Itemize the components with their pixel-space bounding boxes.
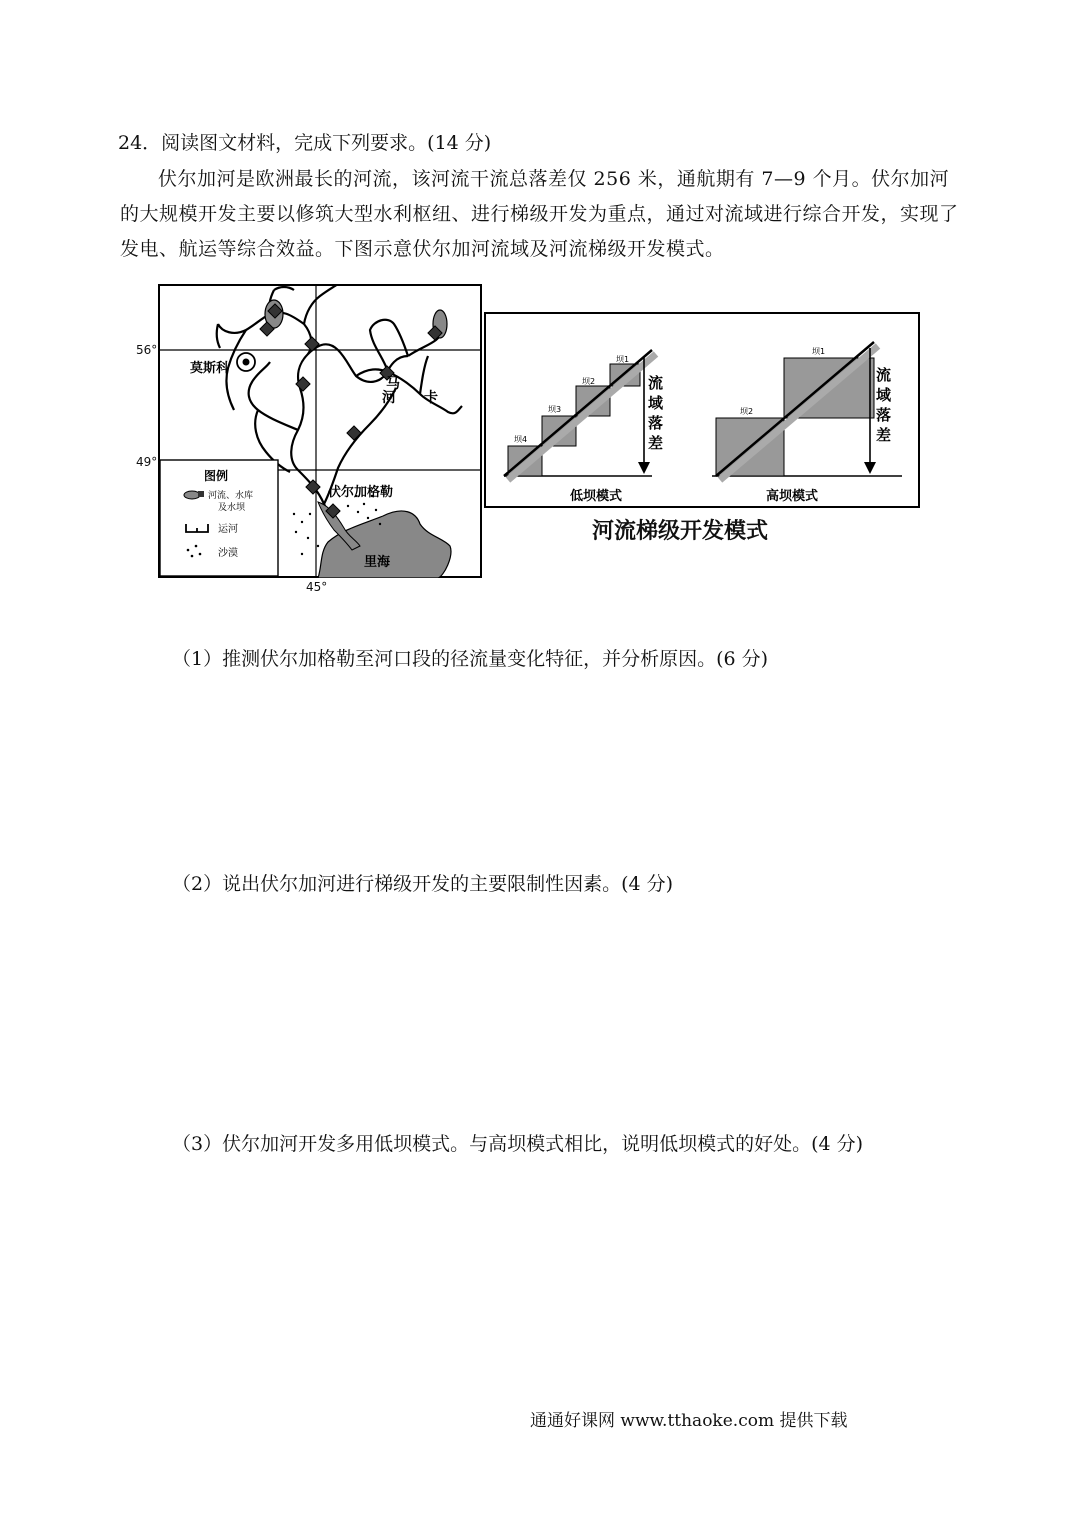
low-drop-char-4: 差 — [648, 434, 664, 452]
subquestion-3: （3）伏尔加河开发多用低坝模式。与高坝模式相比，说明低坝模式的好处。(4 分) — [172, 1133, 864, 1155]
diagram-title: 河流梯级开发模式 — [591, 519, 768, 544]
moscow-label: 莫斯科 — [190, 361, 230, 376]
low-drop-char-3: 落 — [648, 414, 664, 432]
question-title: 24．阅读图文材料，完成下列要求。(14 分) — [118, 132, 492, 154]
kama-label-ka: 卡 — [424, 390, 438, 406]
caspian-label: 里海 — [364, 555, 391, 570]
legend-desert: 沙漠 — [218, 548, 238, 559]
high-drop-char-4: 差 — [876, 426, 892, 444]
cascade-development-diagram — [484, 312, 920, 508]
question-paragraph: 伏尔加河是欧洲最长的河流，该河流干流总落差仅 256 米，通航期有 7—9 个月。伏尔加河的大规模开发主要以修筑大型水利枢纽、进行梯级开发为重点，通过对流域进行综合开发，实现了发电、航运等综合效益。下图示意伏尔加河流域及河流梯级开发模式。 — [120, 168, 959, 260]
footer-source: 通通好课网 www.tthaoke.com 提供下载 — [530, 1411, 848, 1431]
legend-title: 图例 — [204, 469, 229, 483]
high-drop-char-3: 落 — [876, 406, 892, 424]
low-drop-char-2: 域 — [648, 394, 664, 412]
lon-45-label: 45° — [306, 580, 328, 594]
subquestion-2: （2）说出伏尔加河进行梯级开发的主要限制性因素。(4 分) — [172, 873, 674, 895]
high-dam2: 坝2 — [740, 407, 754, 416]
high-dam-mode-label: 高坝模式 — [766, 489, 819, 504]
high-dam1: 坝1 — [812, 347, 826, 356]
subquestion-1: （1）推测伏尔加格勒至河口段的径流量变化特征，并分析原因。(6 分) — [172, 648, 769, 670]
legend-river-1: 河流、水库 — [208, 491, 254, 501]
low-dam4: 坝4 — [514, 435, 528, 444]
low-dam3: 坝3 — [548, 405, 562, 414]
volga-basin-map — [158, 284, 482, 578]
high-drop-char-1: 流 — [876, 366, 892, 384]
legend-canal: 运河 — [218, 524, 238, 535]
kama-label-he: 河 — [382, 390, 396, 406]
kama-label-ma: 马 — [386, 376, 400, 392]
legend-river-2: 及水坝 — [218, 503, 246, 513]
lat-49-label: 49° — [136, 455, 158, 469]
low-dam2: 坝2 — [582, 377, 596, 386]
low-dam-mode-label: 低坝模式 — [570, 489, 623, 504]
high-drop-char-2: 域 — [876, 386, 892, 404]
lat-56-label: 56° — [136, 343, 158, 357]
diagram-svg — [484, 312, 920, 508]
volgograd-label: 伏尔加格勒 — [328, 485, 394, 500]
low-dam1: 坝1 — [616, 355, 630, 364]
map-svg — [158, 284, 482, 578]
low-drop-char-1: 流 — [648, 374, 664, 392]
